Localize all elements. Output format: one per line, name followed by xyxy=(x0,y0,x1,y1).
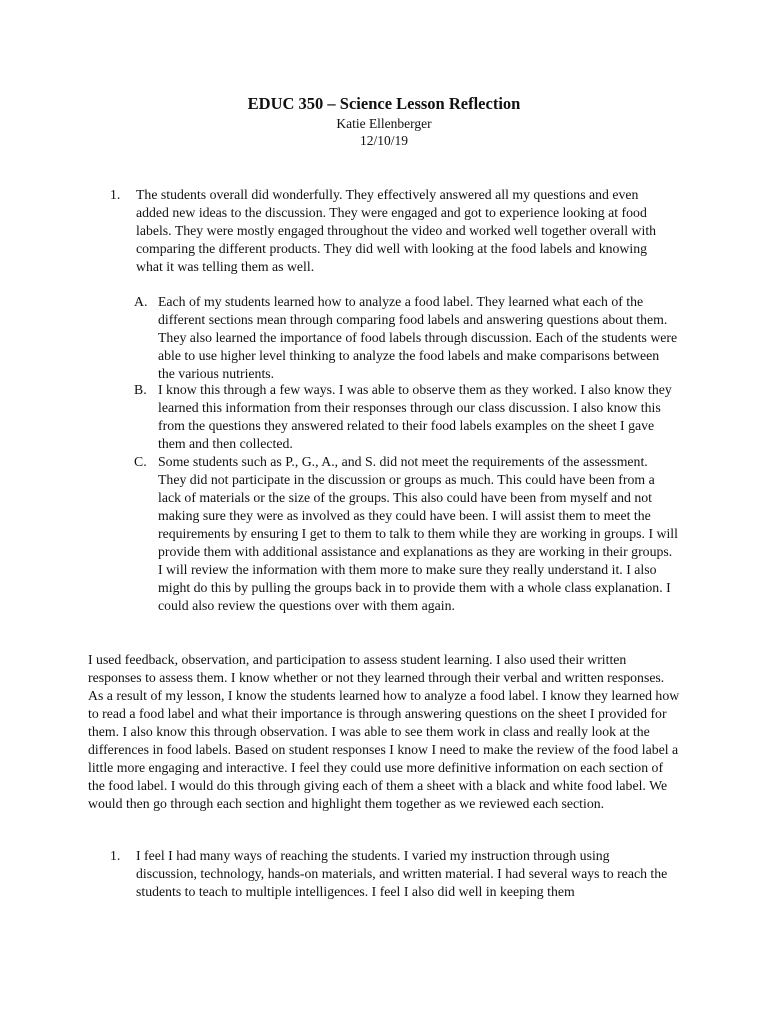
document-title: EDUC 350 – Science Lesson Reflection xyxy=(247,94,521,113)
list-item-text: I feel I had many ways of reaching the students. I varied my instruction through using discussion, technology, hands-on materials, and written material. I had several ways to reach the students to teach to multiple intelligences. I feel I also did well in keeping them xyxy=(136,848,668,899)
assessment-paragraph: I used feedback, observation, and participation to assess student learning. I also used their written responses to assess them. I know whether or not they learned through their verbal and written responses. As a result of my lesson, I know the students learned how to analyze a food label. I know they learned how to read a food label and what their importance is through answering questions on the sheet I provided for them. I also know this through observation. I was able to see them work in class and really look at the differences in food labels. Based on student responses I know I need to make the review of the food label a little more engaging and interactive. I feel they could use more definitive information on each section of the food label. I would do this through giving each of them a sheet with a black and white food label. We would then go through each section and highlight them together as we reviewed each section. xyxy=(88,652,680,811)
sub-item-letter: A. xyxy=(134,294,148,309)
sub-item-letter: B. xyxy=(134,382,147,397)
list-item-2 xyxy=(110,847,670,901)
document-header xyxy=(0,93,768,149)
list-number: 1. xyxy=(110,187,121,202)
list-number: 1. xyxy=(110,848,121,863)
sub-item-text: Some students such as P., G., A., and S. did not meet the requirements of the assessment. They did not participate in the discussion or groups as much. This could have been from a lack of materials or the size of the groups. This also could have been from myself and not making sure they were as involved as they could have been. I will assist them to meet the requirements by ensuring I get to them to talk to them while they are working in groups. I will provide them with additional assistance and explanations as they are working in their groups. I will review the information with them more to make sure they really understand it. I also might do this by pulling the groups back in to provide them with a whole class explanation. I could also review the questions over with them again. xyxy=(158,454,678,613)
sub-item-text: I know this through a few ways. I was able to observe them as they worked. I also know they learned this information from their responses through our class discussion. I also know this from the questions they answered related to their food labels examples on the sheet I gave them and then collected. xyxy=(158,382,672,451)
document-date: 12/10/19 xyxy=(359,133,408,148)
sub-item-c xyxy=(134,453,679,615)
list-item-1 xyxy=(110,186,670,276)
sub-item-text: Each of my students learned how to analyze a food label. They learned what each of the different sections mean through comparing food labels and answering questions about them. They also learned the importance of food labels through discussion. Each of the students were able to use higher level thinking to analyze the food labels and make comparisons between the various nutrients. xyxy=(158,294,678,381)
sub-item-letter: C. xyxy=(134,454,147,469)
author-name: Katie Ellenberger xyxy=(336,116,432,131)
sub-item-b xyxy=(134,381,679,453)
sub-item-a xyxy=(134,293,679,383)
list-item-text: The students overall did wonderfully. They effectively answered all my questions and even added new ideas to the discussion. They were engaged and got to experience looking at food labels. They were mostly engaged throughout the video and worked well together overall with comparing the different products. They did well with looking at the food labels and knowing what it was telling them as well. xyxy=(136,187,657,274)
